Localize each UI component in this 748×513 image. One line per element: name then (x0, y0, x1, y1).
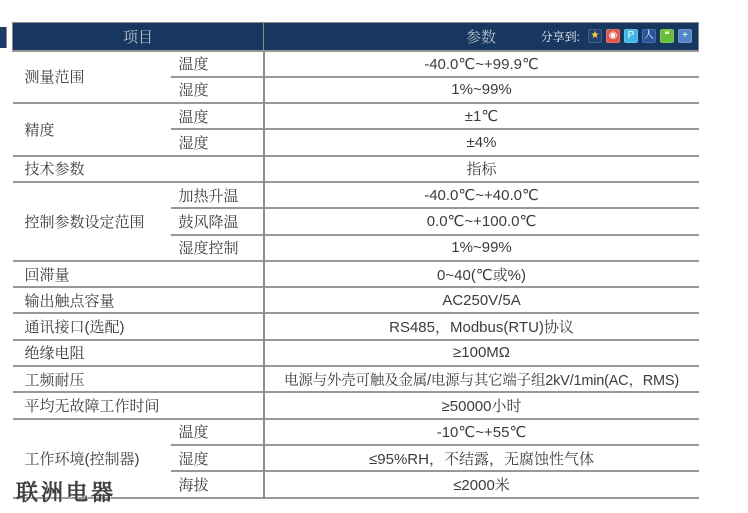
table-row (13, 51, 699, 77)
table-row (13, 103, 699, 129)
param-value: ±4% (264, 129, 699, 155)
category-insulation-resistance: 绝缘电阻 (13, 340, 264, 366)
category-tech-params: 技术参数 (13, 156, 264, 182)
table-row (13, 287, 699, 313)
param-value: ≥50000小时 (264, 392, 699, 418)
category-hysteresis: 回滞量 (13, 261, 264, 287)
spec-table (12, 22, 699, 499)
tencent-weibo-icon[interactable]: P (624, 29, 638, 43)
sub-item: 湿度 (171, 445, 264, 471)
renren-icon[interactable]: 人 (644, 30, 655, 42)
param-value: -40.0℃~+40.0℃ (264, 182, 699, 208)
share-bar (541, 23, 692, 50)
sub-item: 温度 (171, 419, 264, 445)
column-header-param-label: 参数 (466, 28, 497, 46)
table-row (13, 156, 699, 182)
category-control-range: 控制参数设定范围 (13, 182, 171, 261)
qzone-icon[interactable]: ★ (588, 29, 602, 43)
header-row (13, 23, 699, 51)
watermark: 联洲电器 (16, 480, 117, 505)
category-mtbf: 平均无故障工作时间 (13, 392, 264, 418)
category-measure-range: 测量范围 (13, 51, 171, 104)
param-value: ≥100MΩ (264, 340, 699, 366)
column-header-param (264, 23, 699, 51)
table-row (13, 182, 699, 208)
sub-item: 鼓风降温 (171, 208, 264, 234)
category-working-environment: 工作环境(控制器) (13, 419, 171, 498)
screen-edge-fragment (0, 27, 7, 48)
param-value: RS485，Modbus(RTU)协议 (264, 313, 699, 339)
param-value: 电源与外壳可触及金属/电源与其它端子组2kV/1min(AC，RMS) (264, 366, 699, 392)
param-value: 1%~99% (264, 235, 699, 261)
sub-item: 湿度控制 (171, 235, 264, 261)
param-value: ≤2000米 (264, 471, 699, 497)
param-value: 指标 (264, 156, 699, 182)
share-label: 分享到: (540, 29, 581, 44)
category-accuracy: 精度 (13, 103, 171, 156)
param-value: AC250V/5A (264, 287, 699, 313)
param-value: 0.0℃~+100.0℃ (264, 208, 699, 234)
sub-item: 加热升温 (171, 182, 264, 208)
sub-item: 湿度 (171, 129, 264, 155)
table-row (13, 313, 699, 339)
table-row (13, 366, 699, 392)
sub-item: 海拔 (171, 471, 264, 497)
table-row (13, 340, 699, 366)
param-value: -40.0℃~+99.9℃ (264, 51, 699, 77)
param-value: ±1℃ (264, 103, 699, 129)
param-value: ≤95%RH，不结露，无腐蚀性气体 (264, 445, 699, 471)
column-header-item: 项目 (13, 23, 264, 51)
table-row (13, 261, 699, 287)
param-value: -10℃~+55℃ (264, 419, 699, 445)
wechat-icon[interactable]: ❝ (660, 29, 674, 43)
table-row (13, 419, 699, 445)
param-value: 1%~99% (264, 77, 699, 103)
category-withstand-voltage: 工频耐压 (13, 366, 264, 392)
sub-item: 温度 (171, 51, 264, 77)
param-value: 0~40(℃或%) (264, 261, 699, 287)
category-output-contact: 输出触点容量 (13, 287, 264, 313)
table-row (13, 392, 699, 418)
share-more-icon[interactable]: + (678, 29, 692, 43)
sub-item: 温度 (171, 103, 264, 129)
category-comm-interface: 通讯接口(选配) (13, 313, 264, 339)
sub-item: 湿度 (171, 77, 264, 103)
sina-weibo-icon[interactable]: ◉ (606, 29, 620, 43)
